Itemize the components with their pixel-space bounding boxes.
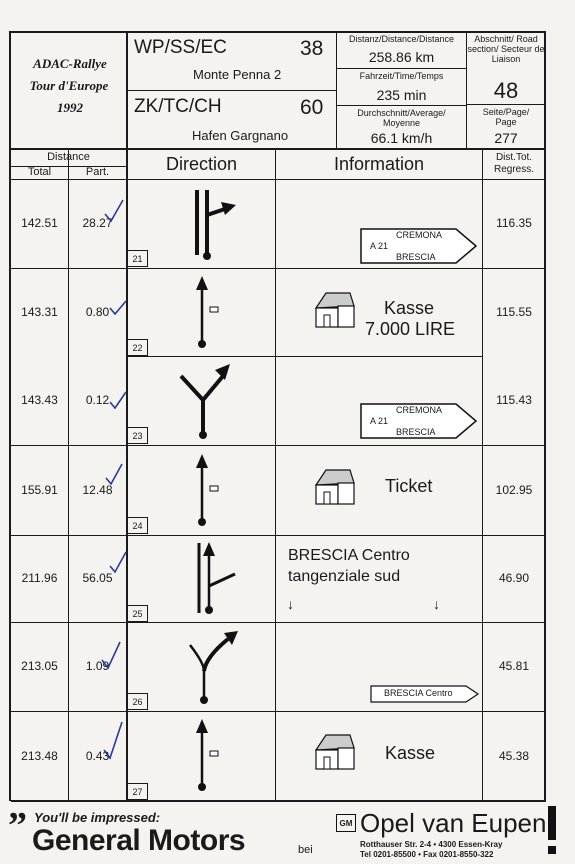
page-number: 277 [494, 130, 518, 146]
rally-year: 1992 [57, 100, 83, 115]
page-label: Seite/Page/ [482, 107, 530, 117]
check-mark-icon [103, 198, 125, 224]
row21-regress: 116.35 [496, 216, 532, 230]
row25-direction-diagram [185, 538, 245, 618]
time-value: 235 min [376, 87, 427, 103]
row22-house-icon [312, 290, 356, 330]
row21-total: 142.51 [21, 216, 58, 230]
gm-logo-icon: GM [336, 814, 356, 832]
sponsor-banner [8, 802, 566, 862]
row25-total: 211.96 [21, 571, 58, 585]
row22-regress: 115.55 [496, 305, 532, 319]
row27-partial: 0.43 [85, 749, 110, 763]
sponsor-tagline: You'll be impressed: [34, 810, 161, 825]
row26-total: 213.05 [21, 659, 58, 673]
row26-number: 26 [128, 693, 148, 710]
exclamation-icon [548, 806, 556, 840]
average-label: Durchschnitt/Average/ [357, 108, 446, 118]
page-label2: Page [495, 117, 517, 127]
row26-sign-text: BRESCIA Centro [384, 688, 453, 698]
check-mark-icon [100, 640, 122, 670]
row22-total: 143.31 [21, 305, 58, 319]
check-mark-icon [104, 462, 124, 486]
sponsor-brand: General Motors [32, 824, 246, 857]
row27-direction-diagram [188, 715, 228, 795]
average-value: 66.1 km/h [370, 130, 433, 146]
row21-partial: 28.27 [82, 216, 113, 230]
row25-number: 25 [128, 605, 148, 622]
rally-name-line1: ADAC-Rallye [33, 56, 107, 71]
col-partial-heading: Part. [85, 166, 110, 178]
row23-partial: 0.12 [85, 393, 110, 407]
dealer-name: Opel van Eupen [360, 808, 547, 838]
control-name: Hafen Gargnano [192, 128, 289, 143]
stage-type-label: WP/SS/EC [134, 37, 227, 58]
col-regress-heading2: Regress. [493, 164, 534, 175]
exclamation-dot-icon [548, 846, 556, 854]
row23-sign-dest2: BRESCIA [396, 427, 436, 437]
section-number: 48 [493, 78, 519, 103]
row25-info-line1: BRESCIA Centro [288, 547, 410, 564]
row26-direction-diagram [178, 625, 248, 705]
section-label: Abschnitt/ Road section/ Secteur de Liaison [467, 34, 545, 64]
row27-house-icon [312, 732, 356, 772]
row25-partial: 56.05 [82, 571, 113, 585]
col-regress-heading: Dist.Tot. [495, 152, 533, 163]
distance-value: 258.86 km [368, 49, 435, 65]
row26-regress: 45.81 [498, 659, 530, 673]
row26-partial: 1.09 [85, 659, 110, 673]
row23-direction-diagram [175, 362, 245, 442]
row27-regress: 45.38 [498, 749, 530, 763]
row24-direction-diagram [188, 450, 228, 530]
dealer-address: Rotthauser Str. 2-4 • 4300 Essen-Kray [360, 840, 503, 849]
row22-info-line1: Kasse [384, 298, 435, 318]
row23-number: 23 [128, 427, 148, 444]
row27-number: 27 [128, 783, 148, 800]
row27-total: 213.48 [21, 749, 58, 763]
row22-direction-diagram [188, 272, 228, 352]
row23-sign-road: A 21 [370, 416, 389, 426]
row21-sign-road: A 21 [370, 241, 389, 251]
check-mark-icon [108, 390, 128, 410]
dealer-phone: Tel 0201-85500 • Fax 0201-8550-322 [360, 850, 494, 859]
row21-sign-dest2: BRESCIA [396, 252, 436, 262]
row21-sign-dest1: CREMONA [396, 230, 443, 240]
row24-partial: 12.48 [82, 483, 113, 497]
row25-regress: 46.90 [498, 571, 530, 585]
check-mark-icon [108, 298, 128, 316]
row21-direction-diagram [180, 185, 250, 265]
time-label: Fahrzeit/Time/Temps [359, 71, 444, 81]
row23-total: 143.43 [21, 393, 58, 407]
row25-info-line2: tangenziale sud [288, 568, 401, 585]
check-mark-icon [108, 550, 128, 574]
row25-down-arrow-right-icon: ↓ [433, 596, 440, 612]
col-direction-heading: Direction [165, 154, 238, 174]
row24-number: 24 [128, 517, 148, 534]
average-label2: Moyenne [382, 118, 421, 128]
row23-sign-dest1: CREMONA [396, 405, 443, 415]
row27-info: Kasse [385, 743, 436, 763]
stage-number: 38 [300, 37, 324, 60]
row24-house-icon [312, 467, 356, 507]
col-distance-heading: Distance [47, 151, 90, 163]
row24-regress: 102.95 [495, 483, 533, 497]
check-mark-icon [102, 720, 124, 760]
col-total-heading: Total [27, 166, 52, 178]
row25-down-arrow-left-icon: ↓ [287, 596, 294, 612]
control-number: 60 [300, 96, 324, 119]
rally-name-line2: Tour d'Europe [29, 78, 109, 93]
row22-number: 22 [128, 339, 148, 356]
row24-total: 155.91 [21, 483, 58, 497]
sponsor-bei: bei [298, 844, 313, 856]
row22-info-line2: 7.000 LIRE [365, 319, 456, 339]
row21-number: 21 [128, 250, 148, 267]
col-information-heading: Information [333, 154, 425, 174]
row22-partial: 0.80 [85, 305, 110, 319]
quote-mark-icon: ” [8, 805, 27, 847]
distance-label: Distanz/Distance/Distance [348, 34, 455, 44]
row24-info: Ticket [385, 476, 433, 496]
control-type-label: ZK/TC/CH [134, 96, 222, 117]
row23-regress: 115.43 [496, 393, 532, 407]
stage-name: Monte Penna 2 [193, 67, 282, 82]
